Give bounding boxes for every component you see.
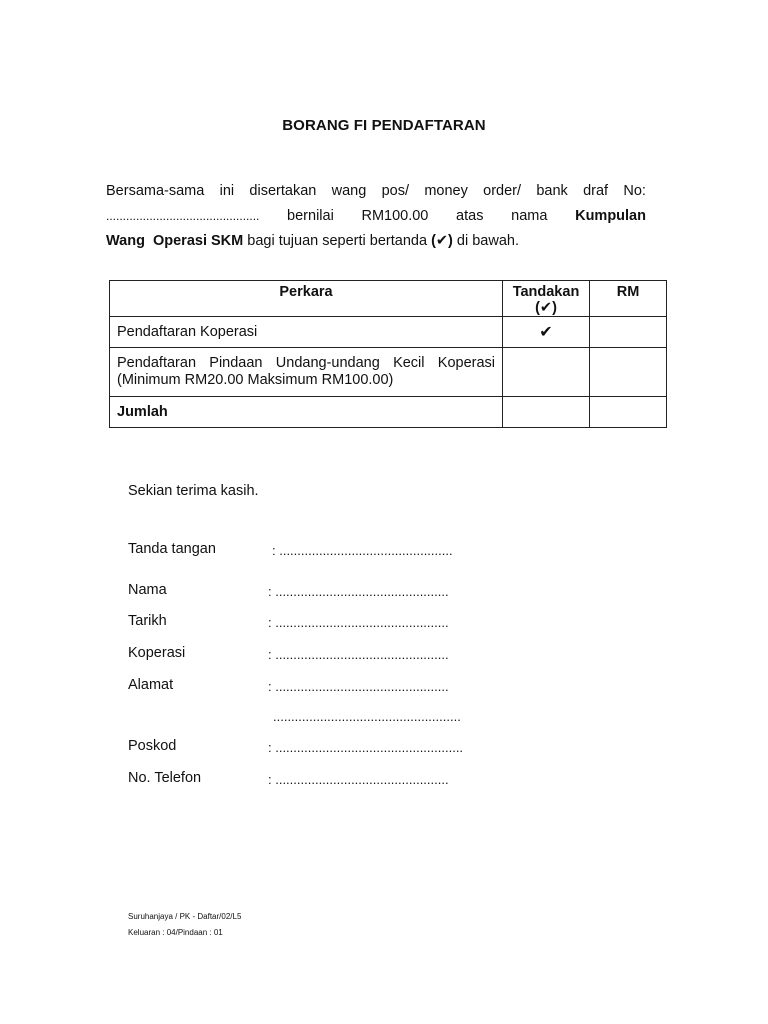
- field-koperasi: [128, 645, 268, 661]
- intro-line-3: [106, 229, 646, 254]
- row-perkara: Pendaftaran Koperasi: [110, 317, 503, 348]
- header-tandakan-label: [503, 281, 589, 316]
- intro-word: disertakan: [249, 183, 317, 199]
- intro-word: Bersama-sama: [106, 183, 205, 199]
- address-line-1[interactable]: : ................................................: [268, 679, 449, 694]
- field-label: Tarikh: [128, 613, 167, 629]
- table-row: [110, 317, 667, 348]
- field-tarikh: [128, 613, 268, 629]
- header-tandakan: [503, 281, 590, 317]
- intro-word: ini: [219, 183, 235, 199]
- intro-word: wang: [331, 183, 367, 199]
- closing-text: Sekian terima kasih.: [128, 483, 259, 499]
- field-tanda-tangan: [128, 541, 268, 557]
- fee-table: [109, 280, 667, 428]
- row-rm-cell[interactable]: [590, 348, 667, 397]
- intro-word: bernilai: [287, 208, 334, 224]
- row-perkara-line-1: Pendaftaran Pindaan Undang-undang Kecil Koperasi: [117, 355, 495, 371]
- header-perkara-label: Perkara: [279, 284, 333, 300]
- intro-line-1: [106, 179, 646, 204]
- intro-word: money: [424, 183, 468, 199]
- field-label: Tanda tangan: [128, 541, 216, 557]
- check-mark-icon[interactable]: ✔: [503, 317, 590, 348]
- postcode-line[interactable]: : ....................................................: [268, 740, 464, 755]
- order-number-blank: ..............................................: [106, 209, 260, 223]
- payee-name-part: Kumpulan: [575, 208, 646, 224]
- intro-word: atas: [456, 208, 484, 224]
- field-label: No. Telefon: [128, 770, 202, 786]
- row-perkara-line-2: (Minimum RM20.00 Maksimum RM100.00): [117, 372, 394, 388]
- row-rm-cell[interactable]: [590, 397, 667, 428]
- field-label: Koperasi: [128, 645, 186, 661]
- signature-line[interactable]: : ................................................: [272, 543, 453, 558]
- header-perkara: [110, 281, 503, 317]
- name-line[interactable]: : ................................................: [268, 584, 449, 599]
- row-jumlah-label: Jumlah: [110, 397, 503, 428]
- table-row-total: [110, 397, 667, 428]
- intro-paragraph: [106, 179, 646, 254]
- date-line[interactable]: : ................................................: [268, 615, 449, 630]
- phone-line[interactable]: : ................................................: [268, 772, 449, 787]
- row-perkara: [110, 348, 503, 397]
- intro-word: draf: [583, 183, 609, 199]
- intro-word: nama: [511, 208, 548, 224]
- intro-word: order/: [483, 183, 522, 199]
- header-rm-label: RM: [616, 284, 640, 300]
- intro-text: di bawah.: [452, 233, 519, 249]
- intro-word: No:: [623, 183, 646, 199]
- field-nama: [128, 582, 268, 598]
- footer-reference: Suruhanjaya / PK - Daftar/02/L5: [128, 912, 242, 921]
- row-tandakan-cell[interactable]: [503, 397, 590, 428]
- check-mark-icon: (✔): [535, 300, 557, 316]
- field-label: Poskod: [128, 738, 177, 754]
- table-row: [110, 348, 667, 397]
- footer-issue: Keluaran : 04/Pindaan : 01: [128, 928, 223, 937]
- payee-name-part: Wang Operasi SKM: [106, 233, 244, 249]
- intro-text: bagi tujuan seperti bertanda: [243, 233, 432, 249]
- row-tandakan-cell[interactable]: [503, 348, 590, 397]
- check-mark-icon: (✔): [431, 233, 453, 249]
- intro-word: bank: [536, 183, 568, 199]
- field-label: Alamat: [128, 677, 174, 693]
- fee-amount: RM100.00: [361, 208, 429, 224]
- row-rm-cell[interactable]: [590, 317, 667, 348]
- field-poskod: [128, 738, 268, 754]
- intro-line-2: [106, 204, 646, 229]
- field-telefon: [128, 770, 268, 786]
- field-label: Nama: [128, 582, 167, 598]
- field-alamat: [128, 677, 268, 693]
- form-title: BORANG FI PENDAFTARAN: [282, 117, 486, 134]
- intro-word: pos/: [381, 183, 410, 199]
- table-header-row: [110, 281, 667, 317]
- cooperative-line[interactable]: : ................................................: [268, 647, 449, 662]
- header-rm: [590, 281, 667, 317]
- address-line-2[interactable]: ....................................................: [273, 709, 461, 724]
- header-tandakan-text: Tandakan: [512, 284, 580, 300]
